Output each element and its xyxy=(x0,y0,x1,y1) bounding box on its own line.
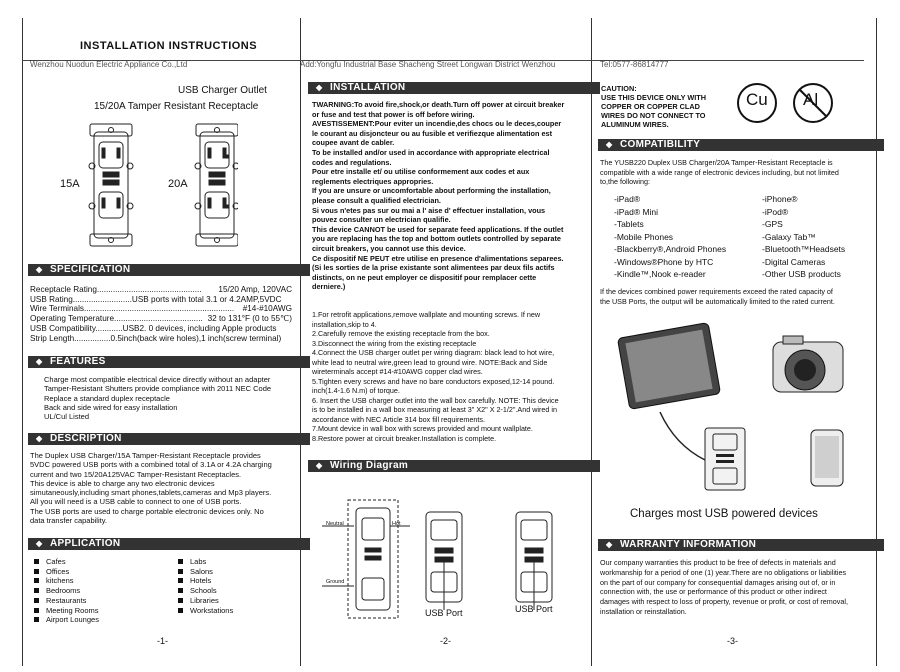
device-list xyxy=(614,194,872,281)
receptacle-15a-illustration xyxy=(89,124,133,246)
page-number-1: -1- xyxy=(157,636,168,646)
usb-port-receptacle-2 xyxy=(516,512,552,610)
application-item: Libraries xyxy=(178,596,288,606)
warranty-text: Our company warranties this product to be free of defects in materials and workmanship for a period of one (1) year.There are no obligations or liabilities on the part of our company for consequential damages arising out of, or in connection with, the use or performance of this product or other indirect damages with respect to loss of property, revenue or profit, or cost of removal, installation or reinstallation. xyxy=(600,558,848,616)
spec-list xyxy=(30,285,292,343)
device-item: -Kindle™,Nook e-reader xyxy=(614,269,706,279)
description-text: The Duplex USB Charger/15A Tamper-Resistant Receptacle provides 5VDC powered USB ports with a combined total of 3.1A or 4.2A charging current and two 15/20A125VAC Tamper-Resistant Receptacles. This device is able to charge any two electronic devices simutaneously,including smart phones,tablets,cameras and Mp3 players. All you will need is a USB cable to connect to one of USB ports. The USB ports are used to charge portable electronic devices only. No data transfer capability. xyxy=(30,451,272,526)
wiring-diagram-heading-label: Wiring Diagram xyxy=(330,460,409,471)
application-item: Restaurants xyxy=(34,596,164,606)
compatibility-heading-label: COMPATIBILITY xyxy=(620,139,701,150)
spec-row: USB Compatibility............USB2. 0 devices, including Apple products xyxy=(30,323,277,333)
left-border xyxy=(22,18,23,666)
spec-row: Wire Terminals.................................................................. #14-#10AWG xyxy=(30,304,292,314)
outlet-image xyxy=(705,428,745,490)
page-number-3: -3- xyxy=(727,636,738,646)
usb-cable xyxy=(660,412,705,460)
devices-illustration xyxy=(605,320,865,495)
device-item: -Blackberry®,Android Phones xyxy=(614,244,727,254)
application-item: Cafes xyxy=(34,557,164,567)
warranty-heading-label: WARRANTY INFORMATION xyxy=(620,539,757,550)
spec-row: Strip Length................0.5inch(back wire holes),1 inch(screw terminal) xyxy=(30,333,282,343)
installation-steps: 1.For retrofit applications,remove wallplate and mounting screws. If new installation,skip to 4. 2.Carefully remove the existing receptacle from the box. 3.Disconnect the wiring from the existing receptacle 4.Connect the USB charger outlet per wiring diagram: black lead to hot wire, white lead to neutral wire,green lead to ground wire. NOTE:Back and Side wireterminals accept #14-#10AWG copper clad wires. 5.Tighten every screws and have no bare conductors exposed,12-14 pound. inch(1.4-1.6 N.m) of torque. 6. Insert the USB charger outlet into the wall box carefully. NOTE: This device is to be installed in a wall box measuring at least 3" X2" X 2-1/2".And wired in accordance with NEC Article 314 box fill requirements. 7.Mount device in wall box with screws provided and mount wallplate. 8.Restore power at circuit breaker.Installation is complete. xyxy=(312,310,559,443)
usb-port-label-2: USB Port xyxy=(515,604,553,614)
device-item: -Mobile Phones xyxy=(614,231,674,242)
diamond-icon: ◆ xyxy=(36,434,43,443)
diamond-icon: ◆ xyxy=(606,540,613,549)
al-symbol-text: Al xyxy=(803,90,819,109)
application-item: Bedrooms xyxy=(34,586,164,596)
label-15a: 15A xyxy=(60,178,80,190)
warranty-heading xyxy=(598,539,884,551)
compatibility-heading xyxy=(598,139,884,151)
column-divider-1 xyxy=(300,18,301,666)
feature-item: Replace a standard duplex receptacle xyxy=(44,393,170,403)
spec-row: USB Rating..........................USB ports with total 3.1 or 4.2AMP,5VDC xyxy=(30,294,282,304)
specification-heading xyxy=(28,264,310,276)
wiring-receptacle-illustration xyxy=(322,500,410,618)
device-item: -iPhone® xyxy=(762,194,798,204)
description-heading-label: DESCRIPTION xyxy=(50,433,122,444)
device-item: -iPod® xyxy=(762,206,789,217)
application-item: Labs xyxy=(178,557,288,567)
label-20a: 20A xyxy=(168,178,188,190)
ground-label: Ground xyxy=(326,579,345,585)
diamond-icon: ◆ xyxy=(316,461,323,470)
feature-item: Back and side wired for easy installation xyxy=(44,402,178,412)
feature-item: Tamper-Resistant Shutters provide compliance with 2011 NEC Code xyxy=(44,384,272,394)
application-heading xyxy=(28,538,310,550)
diamond-icon: ◆ xyxy=(36,265,43,274)
spec-row: Receptacle Rating.............................................. 15/20 Amp, 120VAC xyxy=(30,285,292,294)
feature-item: Charge most compatible electrical device directly without an adapter xyxy=(44,375,271,384)
device-item: -Digital Cameras xyxy=(762,256,826,267)
caution-text: CAUTION: USE THIS DEVICE ONLY WITH COPPER OR COPPER CLAD WIRES DO NOT CONNECT TO ALUMINUM WIRES. xyxy=(601,84,707,129)
diamond-icon: ◆ xyxy=(316,83,323,92)
description-heading xyxy=(28,433,310,445)
company-tel: Tel:0577-86814777 xyxy=(600,60,669,69)
spec-row: Operating Temperature....................................... 32 to 131°F (0 to 55℃) xyxy=(30,314,292,324)
application-item: kitchens xyxy=(34,576,164,586)
compatibility-intro: The YUSB220 Duplex USB Charger/20A Tamper-Resistant Receptacle is compatible with a wide range of electronic devices including, but not limited to,the following: xyxy=(600,158,839,186)
application-item: Meeting Rooms xyxy=(34,606,164,616)
installation-heading-label: INSTALLATION xyxy=(330,82,406,93)
company-address: Add:Yongfu Industrial Base Shacheng Street Longwan District Wenzhou xyxy=(300,60,556,69)
hot-label: Hot xyxy=(392,521,401,527)
device-item: -Other USB products xyxy=(762,269,841,279)
page-number-2: -2- xyxy=(440,636,451,646)
device-item: -iPad® Mini xyxy=(614,206,659,217)
charges-caption: Charges most USB powered devices xyxy=(630,508,818,520)
installation-heading xyxy=(308,82,600,94)
usb-port-label-1: USB Port xyxy=(425,608,463,618)
warning-text: TWARNING:To avoid fire,shock,or death.Turn off power at circuit breaker or fuse and test that power is off before wiring. AVESTISSEMENT:Pour eviter un incendie,des chocs ou le deces,couper le courant au disjoncteur ou au fusible et verifiezque alimentation est coupee avant de cabler. To be installed and/or used in accordance with appropriate electrical codes and regulations. Pour etre installe et/ ou utilise conformement aux codes et aux reglements electriques appropries. If you are unsure or uncomfortable about performing the installation, please consult a qualified electrician. Si vous n'etes pas sur ou mai a l' aise d' effectuer installation, vous pouvez consulter un electrician qualifie. This device CANNOT be used for separate feed applications. If the outlet you are replacing has the top and bottom outlets controlled by separate circuit breakers, you cannot use this device. Ce dispositif NE PEUT etre utilise en presence d'alimentations separees. (Si les sorties de la prise existante sont alimentees par deux fils actifs distincts, on ne peut employer ce dispositif pour remplacer cette derniere.) xyxy=(312,100,565,292)
document-title: INSTALLATION INSTRUCTIONS xyxy=(80,40,258,52)
features-heading-label: FEATURES xyxy=(50,356,106,367)
application-heading-label: APPLICATION xyxy=(50,538,121,549)
device-item: -Bluetooth™Headsets xyxy=(762,244,846,254)
cu-symbol-text: Cu xyxy=(746,90,768,109)
right-border xyxy=(876,18,877,666)
application-item: Airport Lounges xyxy=(34,615,164,625)
application-item: Schools xyxy=(178,586,288,596)
feature-item: UL/Cul Listed xyxy=(44,412,90,422)
diamond-icon: ◆ xyxy=(606,140,613,149)
usb-port-receptacle-1 xyxy=(426,512,462,610)
receptacle-illustrations xyxy=(88,122,238,248)
device-item: -Tablets xyxy=(614,219,644,229)
application-list-1 xyxy=(34,557,164,625)
neutral-label: Neutral xyxy=(326,521,344,527)
camera-image xyxy=(773,336,843,392)
application-list-2 xyxy=(178,557,288,615)
tablet-image xyxy=(617,323,720,410)
receptacle-20a-illustration xyxy=(195,124,238,246)
device-item: -GPS xyxy=(762,219,783,229)
smartphone-image xyxy=(811,430,843,486)
diamond-icon: ◆ xyxy=(36,357,43,366)
product-subtitle: 15/20A Tamper Resistant Receptacle xyxy=(94,101,259,112)
application-item: Workstations xyxy=(178,606,288,616)
column-divider-2 xyxy=(591,18,592,666)
compatibility-note: If the devices combined power requirements exceed the rated capacity of the USB Ports, the output will be automatically limited to the rated current. xyxy=(600,287,835,306)
features-list xyxy=(44,375,294,421)
specification-heading-label: SPECIFICATION xyxy=(50,264,131,275)
features-heading xyxy=(28,356,310,368)
company-name: Wenzhou Nuodun Electric Appliance Co.,Ltd xyxy=(30,60,188,69)
device-item: -Windows®Phone by HTC xyxy=(614,256,714,267)
device-item: -Galaxy Tab™ xyxy=(762,231,816,242)
application-item: Hotels xyxy=(178,576,288,586)
device-item: -iPad® xyxy=(614,194,641,204)
product-title: USB Charger Outlet xyxy=(178,85,267,96)
application-item: Salons xyxy=(178,567,288,577)
application-item: Offices xyxy=(34,567,164,577)
wiring-diagram-heading xyxy=(308,460,600,472)
diamond-icon: ◆ xyxy=(36,539,43,548)
